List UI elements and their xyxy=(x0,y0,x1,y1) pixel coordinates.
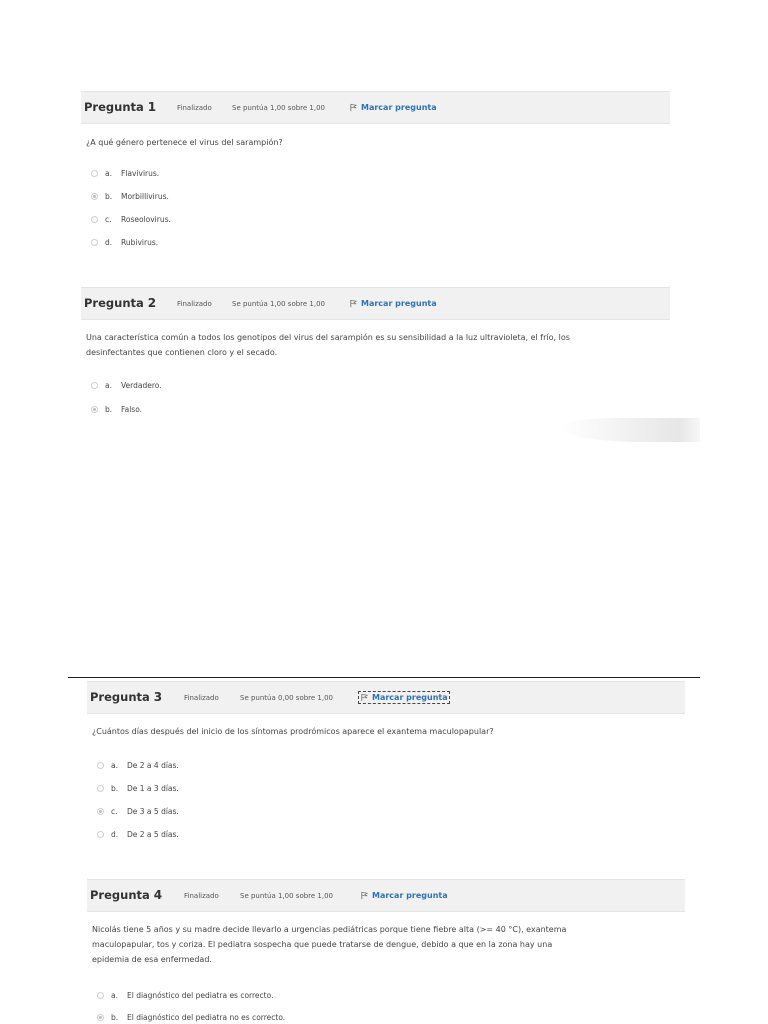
question-title: Pregunta 1 xyxy=(84,100,157,114)
answer-option[interactable]: b. De 1 a 3 días. xyxy=(97,784,179,793)
answer-option[interactable]: d. De 2 a 5 días. xyxy=(97,830,179,839)
question-header xyxy=(87,879,685,912)
flag-question-link[interactable]: Marcar pregunta xyxy=(360,891,448,900)
page-edge-shadow xyxy=(560,418,700,442)
question-grade: Se puntúa 1,00 sobre 1,00 xyxy=(232,104,326,112)
question-text: Nicolás tiene 5 años y su madre decide llevarlo a urgencias pediátricas porque tiene fiebre alta (>= 40 °C), exantema maculopapular, tos y coriza. El pediatra sospecha que puede tratarse de dengue, debido a que en la zona hay una epidemia de esa enfermedad. xyxy=(92,925,567,964)
answer-option[interactable]: a. Verdadero. xyxy=(91,381,162,390)
radio-button[interactable] xyxy=(97,785,104,792)
answer-option[interactable]: a. De 2 a 4 días. xyxy=(97,761,179,770)
question-grade: Se puntúa 0,00 sobre 1,00 xyxy=(240,694,334,702)
question-state: Finalizado xyxy=(184,892,219,900)
answer-option[interactable]: b. Falso. xyxy=(91,405,142,414)
radio-button[interactable] xyxy=(91,406,98,413)
answer-option[interactable]: b. Morbillivirus. xyxy=(91,192,169,201)
radio-button[interactable] xyxy=(97,762,104,769)
question-grade: Se puntúa 1,00 sobre 1,00 xyxy=(240,892,334,900)
answer-option[interactable]: b. El diagnóstico del pediatra no es correcto. xyxy=(97,1013,285,1022)
answer-option[interactable]: d. Rubivirus. xyxy=(91,238,158,247)
radio-button[interactable] xyxy=(91,382,98,389)
question-4 xyxy=(87,879,685,912)
radio-button[interactable] xyxy=(97,1014,104,1021)
question-1 xyxy=(81,91,670,124)
flag-question-link[interactable]: Marcar pregunta xyxy=(349,103,437,112)
question-state: Finalizado xyxy=(177,104,212,112)
question-header xyxy=(81,287,670,320)
answer-option[interactable]: c. Roseolovirus. xyxy=(91,215,171,224)
question-2 xyxy=(81,287,670,320)
answer-option[interactable]: a. Flavivirus. xyxy=(91,169,159,178)
flag-question-link[interactable]: Marcar pregunta xyxy=(349,299,437,308)
question-text: ¿Cuántos días después del inicio de los síntomas prodrómicos aparece el exantema maculopapular? xyxy=(92,727,494,736)
question-title: Pregunta 3 xyxy=(90,690,163,704)
radio-button[interactable] xyxy=(97,831,104,838)
question-state: Finalizado xyxy=(184,694,219,702)
question-title: Pregunta 2 xyxy=(84,296,157,310)
radio-button[interactable] xyxy=(91,193,98,200)
radio-button[interactable] xyxy=(91,239,98,246)
question-title: Pregunta 4 xyxy=(90,888,163,902)
flag-icon xyxy=(349,299,358,308)
radio-button[interactable] xyxy=(97,992,104,999)
flag-icon xyxy=(349,103,358,112)
answer-option[interactable]: c. De 3 a 5 días. xyxy=(97,807,179,816)
question-text: ¿A qué género pertenece el virus del sarampión? xyxy=(86,138,283,147)
radio-button[interactable] xyxy=(91,216,98,223)
question-grade: Se puntúa 1,00 sobre 1,00 xyxy=(232,300,326,308)
flag-icon xyxy=(360,891,369,900)
question-state: Finalizado xyxy=(177,300,212,308)
flag-icon xyxy=(360,693,369,702)
question-text: Una característica común a todos los genotipos del virus del sarampión es su sensibilidad a la luz ultravioleta, el frío, los desinfectantes que contienen cloro y el secado. xyxy=(86,333,570,357)
radio-button[interactable] xyxy=(91,170,98,177)
question-3 xyxy=(87,681,685,714)
radio-button[interactable] xyxy=(97,808,104,815)
page-divider xyxy=(68,677,700,678)
answer-option[interactable]: a. El diagnóstico del pediatra es correcto. xyxy=(97,991,273,1000)
question-header xyxy=(87,681,685,714)
flag-question-link[interactable]: Marcar pregunta xyxy=(360,693,448,702)
question-header xyxy=(81,91,670,124)
